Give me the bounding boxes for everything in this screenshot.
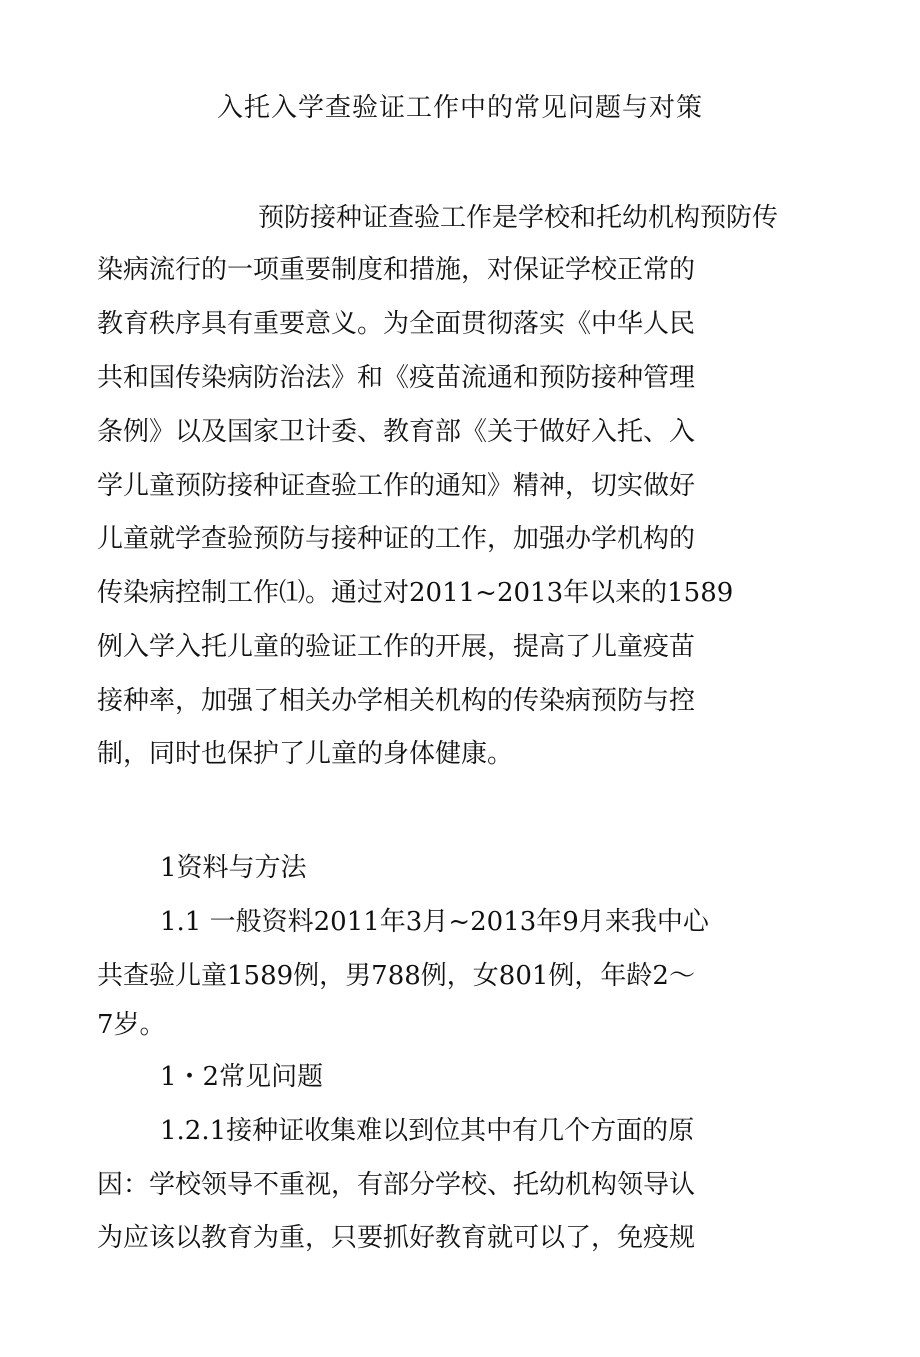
section-1-2-1-line-1: 1.2.1接种证收集难以到位其中有几个方面的原 — [160, 1116, 695, 1146]
section-1-heading: 1资料与方法 — [160, 853, 307, 883]
intro-line-1: 预防接种证查验工作是学校和托幼机构预防传 — [258, 203, 779, 233]
document-title: 入托入学查验证工作中的常见问题与对策 — [216, 93, 703, 123]
intro-line-11: 制，同时也保护了儿童的身体健康。 — [97, 739, 514, 769]
section-1-1-line-2: 共查验儿童1589例，男788例，女801例，年龄2～ — [97, 961, 695, 991]
intro-line-5: 条例》以及国家卫计委、教育部《关于做好入托、入 — [97, 417, 696, 447]
section-1-1-line-1: 1.1 一般资料2011年3月~2013年9月来我中心 — [160, 907, 709, 937]
section-1-2-heading: 1・2常见问题 — [160, 1062, 324, 1092]
section-1-2-1-line-3: 为应该以教育为重，只要抓好教育就可以了，免疫规 — [97, 1223, 696, 1253]
intro-line-4: 共和国传染病防治法》和《疫苗流通和预防接种管理 — [97, 363, 696, 393]
intro-line-7: 儿童就学查验预防与接种证的工作，加强办学机构的 — [97, 524, 696, 554]
intro-line-9: 例入学入托儿童的验证工作的开展，提高了儿童疫苗 — [97, 632, 696, 662]
intro-line-6: 学儿童预防接种证查验工作的通知》精神，切实做好 — [97, 471, 696, 501]
intro-line-2: 染病流行的一项重要制度和措施，对保证学校正常的 — [97, 255, 696, 285]
intro-line-8: 传染病控制工作⑴。通过对2011~2013年以来的1589 — [97, 578, 734, 608]
section-1-2-1-line-2: 因：学校领导不重视，有部分学校、托幼机构领导认 — [97, 1170, 696, 1200]
intro-line-10: 接种率，加强了相关办学相关机构的传染病预防与控 — [97, 686, 696, 716]
section-1-1-line-3: 7岁。 — [97, 1010, 166, 1040]
intro-line-3: 教育秩序具有重要意义。为全面贯彻落实《中华人民 — [97, 309, 696, 339]
